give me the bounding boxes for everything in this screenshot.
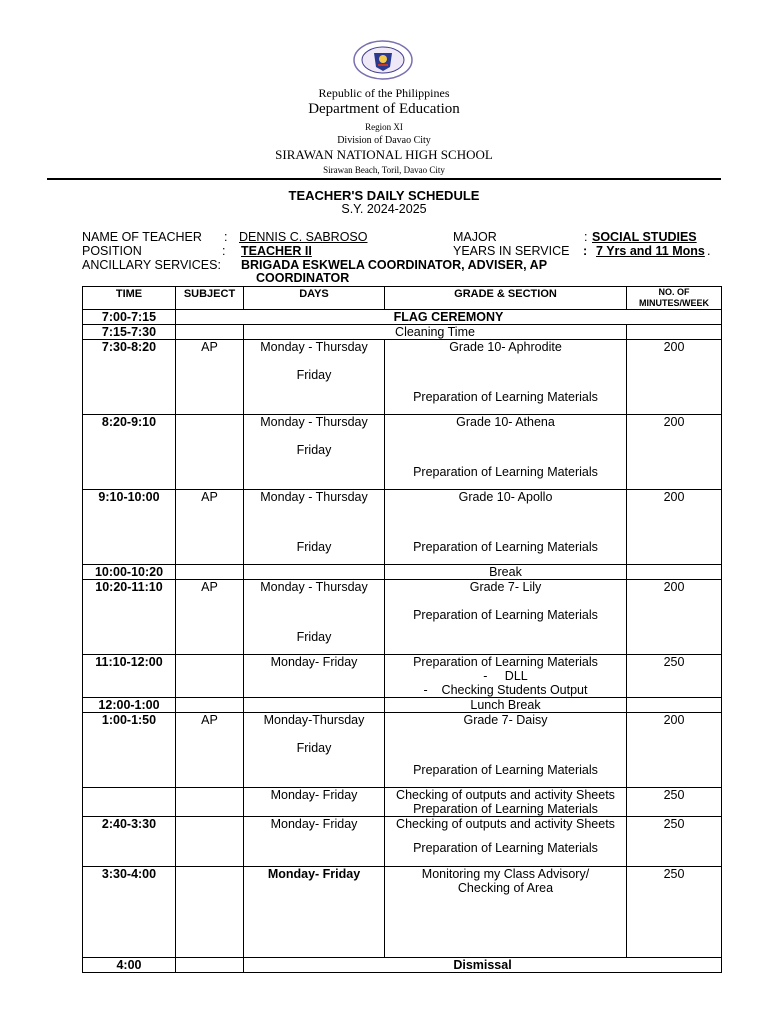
years-label: YEARS IN SERVICE [453,244,570,258]
time-cell: 7:30-8:20 [83,340,176,415]
major-label: MAJOR [453,230,497,244]
days-cell [244,713,385,788]
time-cell: 10:20-11:10 [83,580,176,655]
position-separator: : [222,244,226,258]
minutes-cell: 250 [627,655,722,698]
grade-line: Preparation of Learning Materials [413,390,598,404]
grade-line: Preparation of Learning Materials [413,802,598,816]
major-separator: : [584,230,588,244]
flag-ceremony-label: FLAG CEREMONY [176,310,722,325]
col-header-grade: GRADE & SECTION [385,287,627,310]
minutes-cell: 250 [627,867,722,958]
days-line: Friday [296,630,332,644]
time-cell: 12:00-1:00 [83,698,176,713]
break-label: Break [385,565,627,580]
minutes-cell: 200 [627,713,722,788]
col-header-minutes-line1: NO. OF [658,287,690,297]
minutes-cell: 250 [627,817,722,867]
school-address: Sirawan Beach, Toril, Davao City [323,165,445,175]
empty-cell [176,817,244,867]
time-cell: 4:00 [83,958,176,973]
table-row [83,415,722,490]
empty-cell [176,958,244,973]
table-row [83,325,722,340]
table-row [83,867,722,958]
name-separator: : [224,230,228,244]
grade-line: Preparation of Learning Materials [413,841,598,855]
grade-line: Grade 7- Daisy [463,713,548,727]
table-row [83,340,722,415]
grade-line: Grade 10- Athena [456,415,555,429]
grade-line: Checking of outputs and activity Sheets [396,817,615,831]
republic-heading: Republic of the Philippines [318,86,450,100]
header-divider [47,178,721,180]
time-cell: 3:30-4:00 [83,867,176,958]
dismissal-label: Dismissal [244,958,722,973]
subject-cell: AP [176,490,244,565]
lunch-label: Lunch Break [385,698,627,713]
grade-line: Preparation of Learning Materials [413,608,598,622]
grade-line: Grade 10- Aphrodite [449,340,562,354]
grade-cell [385,340,627,415]
empty-cell [627,325,722,340]
ancillary-value-line1: BRIGADA ESKWELA COORDINATOR, ADVISER, AP [241,258,548,272]
years-separator: : [583,244,588,258]
grade-line: Monitoring my Class Advisory/ [421,867,590,881]
grade-line: Preparation of Learning Materials [413,465,598,479]
teacher-name: DENNIS C. SABROSO [239,230,368,244]
days-cell [244,490,385,565]
col-header-subject: SUBJECT [176,287,244,310]
grade-cell [385,713,627,788]
minutes-cell: 200 [627,415,722,490]
school-name: SIRAWAN NATIONAL HIGH SCHOOL [275,147,493,162]
grade-cell [385,490,627,565]
empty-cell [627,698,722,713]
time-cell: 7:00-7:15 [83,310,176,325]
col-header-minutes [627,287,722,310]
days-cell [244,580,385,655]
days-line: Friday [296,540,332,554]
time-cell: 2:40-3:30 [83,817,176,867]
empty-cell [244,565,385,580]
subject-cell: AP [176,340,244,415]
school-year: S.Y. 2024-2025 [341,202,427,216]
days-line: Monday - Thursday [260,490,368,504]
minutes-cell: 200 [627,580,722,655]
table-header-row [83,287,722,310]
grade-line: Preparation of Learning Materials [413,763,598,777]
grade-line: - Checking Students Output [423,683,588,697]
grade-cell [385,655,627,698]
empty-cell [176,867,244,958]
days-line: Friday [296,443,332,457]
grade-line: Grade 7- Lily [469,580,542,594]
ancillary-value-line2: COORDINATOR [256,271,350,285]
schedule-table [82,286,722,973]
days-cell [244,340,385,415]
deped-seal-logo [352,40,414,80]
table-row [83,788,722,817]
empty-cell [176,655,244,698]
time-cell: 10:00-10:20 [83,565,176,580]
subject-cell: AP [176,713,244,788]
days-cell [244,415,385,490]
days-line: Friday [296,368,332,382]
empty-cell [176,565,244,580]
days-cell: Monday- Friday [244,655,385,698]
minutes-cell: 200 [627,490,722,565]
years-period: . [707,244,711,258]
days-line: Monday - Thursday [260,340,368,354]
days-cell: Monday- Friday [244,817,385,867]
ancillary-label: ANCILLARY SERVICES: [82,258,221,272]
empty-cell [244,698,385,713]
division-heading: Division of Davao City [337,135,431,146]
department-heading: Department of Education [308,101,460,117]
table-row [83,698,722,713]
grade-cell [385,788,627,817]
minutes-cell: 250 [627,788,722,817]
empty-cell [176,788,244,817]
schedule-title: TEACHER'S DAILY SCHEDULE [288,188,480,203]
grade-line: Grade 10- Apollo [458,490,553,504]
days-line: Friday [296,741,332,755]
table-row [83,958,722,973]
position-label: POSITION [82,244,142,258]
major-value: SOCIAL STUDIES [592,230,697,244]
grade-line: Checking of Area [457,881,554,895]
table-row [83,580,722,655]
grade-line: Preparation of Learning Materials [413,655,598,669]
subject-cell [176,415,244,490]
days-cell: Monday- Friday [244,867,385,958]
subject-cell: AP [176,580,244,655]
days-line: Monday-Thursday [263,713,365,727]
minutes-cell: 200 [627,340,722,415]
position-value: TEACHER II [241,244,312,258]
time-cell [83,788,176,817]
grade-line: - DLL [483,669,528,683]
days-line: Monday - Thursday [260,415,368,429]
time-cell: 11:10-12:00 [83,655,176,698]
empty-cell [627,565,722,580]
grade-line: Checking of outputs and activity Sheets [396,788,615,802]
time-cell: 7:15-7:30 [83,325,176,340]
grade-cell [385,867,627,958]
table-row [83,490,722,565]
cleaning-time-label: Cleaning Time [244,325,627,340]
table-row [83,817,722,867]
grade-line: Preparation of Learning Materials [413,540,598,554]
table-row [83,713,722,788]
table-row [83,565,722,580]
col-header-days: DAYS [244,287,385,310]
col-header-minutes-line2: MINUTES/WEEK [638,298,709,308]
time-cell: 9:10-10:00 [83,490,176,565]
years-value: 7 Yrs and 11 Mons [596,244,705,258]
region-heading: Region XI [365,122,403,132]
days-cell: Monday- Friday [244,788,385,817]
time-cell: 8:20-9:10 [83,415,176,490]
grade-cell [385,580,627,655]
empty-cell [176,698,244,713]
days-line: Monday - Thursday [260,580,368,594]
name-label: NAME OF TEACHER [82,230,202,244]
grade-cell [385,415,627,490]
table-row [83,310,722,325]
time-cell: 1:00-1:50 [83,713,176,788]
col-header-time: TIME [83,287,176,310]
grade-cell [385,817,627,867]
table-row [83,655,722,698]
empty-cell [176,325,244,340]
